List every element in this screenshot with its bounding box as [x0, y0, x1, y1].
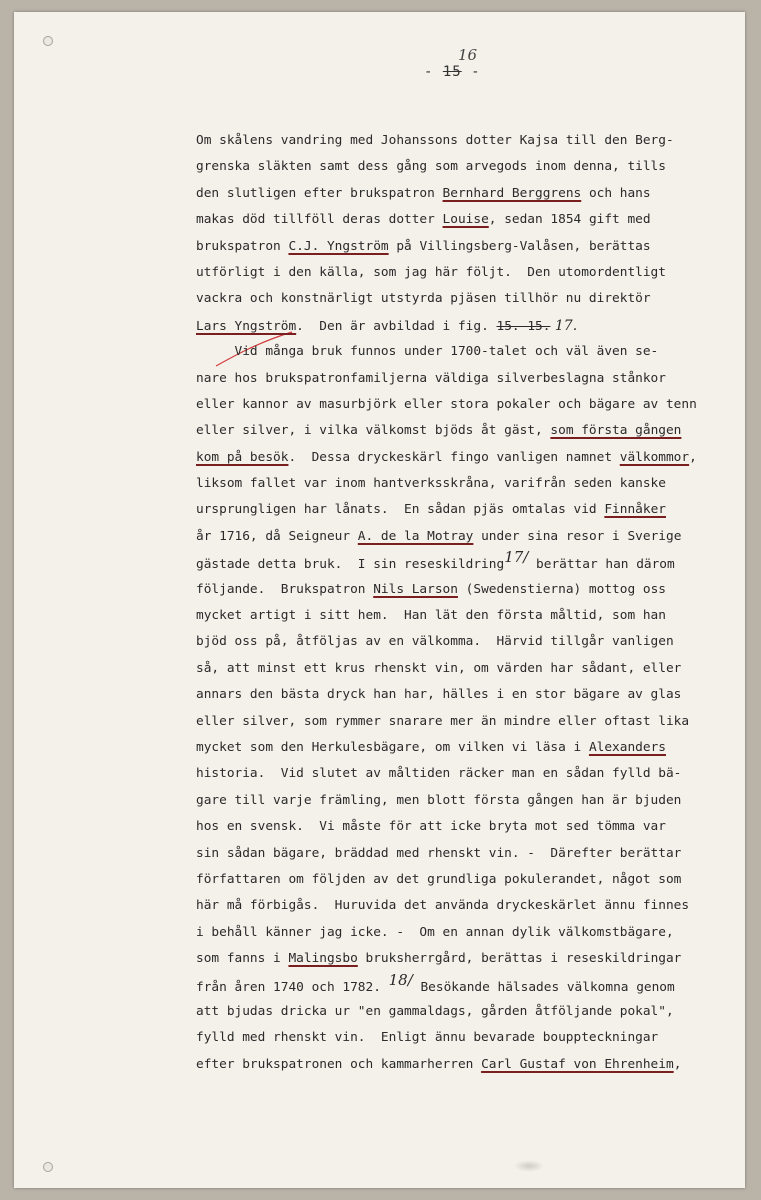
text-line: [196, 788, 751, 814]
text-line: [196, 656, 751, 682]
text-run: eller kannor av masurbjörk eller stora pokaler och bägare av tenn: [196, 396, 697, 412]
text-line: [196, 445, 751, 471]
text-run: efter brukspatronen och kammarherren: [196, 1056, 482, 1072]
text-line: [196, 181, 751, 207]
text-run: Om skålens vandring med Johanssons dotter Kajsa till den Berg-: [196, 133, 674, 148]
handwritten-page-number: 16: [458, 46, 478, 64]
text-run: vackra och konstnärligt utstyrda pjäsen tillhör nu direktör: [196, 291, 651, 307]
text-line: [196, 497, 751, 523]
struck-text: 15. 15.: [496, 318, 551, 334]
text-line: [196, 524, 751, 550]
text-run: bruksherrgård, berättas i reseskildringar: [357, 951, 682, 967]
text-run: och hans: [581, 185, 651, 201]
text-run: i behåll känner jag icke. - Om en annan dylik välkomstbägare,: [196, 924, 674, 940]
text-line: [196, 893, 751, 919]
text-line: [196, 999, 751, 1025]
text-line: [196, 761, 751, 787]
text-line: [196, 946, 751, 972]
text-line: [196, 550, 751, 576]
text-line: [196, 392, 751, 418]
smudge: [514, 1160, 544, 1172]
text-run: utförligt i den källa, som jag här följt. Den utomordentligt: [196, 264, 666, 280]
text-line: [196, 841, 751, 867]
text-run: mycket som den Herkulesbägare, om vilken vi läsa i: [196, 739, 589, 755]
text-line: [196, 920, 751, 946]
text-line: [196, 1025, 751, 1051]
underlined-name: Finnåker: [604, 502, 666, 518]
text-run: här må förbigås. Huruvida det använda dryckeskärlet ännu finnes: [196, 898, 690, 914]
underlined-name: kom på besök: [196, 449, 289, 465]
underlined-name: Malingsbo: [288, 951, 358, 967]
typed-page-number: - 15 -: [424, 64, 481, 80]
text-line: [196, 471, 751, 497]
text-run: ,: [689, 449, 697, 465]
text-run: från åren 1740 och 1782.: [196, 979, 389, 995]
text-line: [196, 814, 751, 840]
text-line: [196, 234, 751, 260]
text-line: [196, 128, 751, 154]
text-line: [196, 970, 751, 999]
text-run: år 1716, då Seigneur: [196, 528, 358, 544]
footnote-reference: 18/: [388, 970, 413, 989]
text-line: [196, 577, 751, 603]
text-line: [196, 867, 751, 893]
text-line: [196, 366, 751, 392]
text-run: den slutligen efter brukspatron: [196, 185, 443, 201]
text-run: annars den bästa dryck han har, hälles i en stor bägare av glas: [196, 687, 682, 703]
struck-page-number: 15: [442, 64, 462, 80]
text-run: brukspatron: [196, 238, 289, 254]
text-line: [196, 709, 751, 735]
underlined-name: Nils Larson: [373, 581, 458, 597]
text-run: följande. Brukspatron: [196, 581, 374, 597]
text-run: gare till varje främling, men blott första gången han är bjuden: [196, 792, 682, 808]
text-run: . Dessa dryckeskärl fingo vanligen namnet: [288, 449, 620, 465]
text-line: [196, 682, 751, 708]
text-run: som fanns i: [196, 951, 289, 967]
text-run: berättar han därom: [528, 557, 675, 573]
text-run: grenska släkten samt dess gång som arvegods inom denna, tills: [196, 159, 666, 175]
underlined-name: Bernhard Berggrens: [442, 185, 582, 201]
text-line: [196, 1052, 751, 1078]
text-run: , sedan 1854 gift med: [488, 212, 651, 228]
text-line: [196, 339, 751, 365]
text-run: gästade detta bruk. I sin reseskildring: [196, 557, 505, 573]
underlined-name: välkommor: [619, 449, 690, 465]
text-run: sin sådan bägare, bräddad med rhenskt vin. - Därefter berättar: [196, 845, 682, 861]
underlined-name: Alexanders: [588, 739, 666, 755]
text-run: ,: [673, 1056, 682, 1072]
underlined-name: Carl Gustaf von Ehrenheim: [481, 1056, 674, 1072]
underlined-name: C.J. Yngström: [288, 238, 389, 254]
text-run: hos en svensk. Vi måste för att icke bryta mot sed tömma var: [196, 819, 666, 835]
document-page: [14, 12, 745, 1188]
text-run: makas död tillföll deras dotter: [196, 212, 443, 228]
text-run: . Den är avbildad i fig.: [296, 318, 497, 334]
punch-hole: [43, 36, 53, 46]
text-run: liksom fallet var inom hantverksskråna, varifrån seden kanske: [196, 476, 666, 492]
underlined-name: som första gången: [550, 423, 682, 439]
text-line: [196, 418, 751, 444]
text-run: mycket artigt i sitt hem. Han lät den första måltid, som han: [196, 608, 666, 624]
text-run: under sina resor i Sverige: [473, 528, 682, 544]
underlined-name: Lars Yngström: [196, 318, 297, 334]
text-line: [196, 313, 751, 339]
text-line: [196, 735, 751, 761]
underlined-name: Louise: [442, 212, 489, 228]
text-run: historia. Vid slutet av måltiden räcker man en sådan fylld bä-: [196, 766, 682, 782]
text-run: fylld med rhenskt vin. Enligt ännu bevarade bouppteckningar: [196, 1030, 659, 1046]
text-run: Vid många bruk funnos under 1700-talet och väl även se-: [196, 344, 659, 360]
text-line: [196, 603, 751, 629]
text-run: eller silver, i vilka välkomst bjöds åt gäst,: [196, 423, 551, 439]
text-run: Besökande hälsades välkomna genom: [412, 979, 675, 995]
punch-hole: [43, 1162, 53, 1172]
underlined-name: A. de la Motray: [357, 528, 474, 544]
text-run: ursprungligen har lånats. En sådan pjäs omtalas vid: [196, 502, 605, 518]
text-line: [196, 286, 751, 312]
footnote-reference: 17/: [504, 548, 529, 567]
text-run: nare hos brukspatronfamiljerna väldiga silverbeslagna stånkor: [196, 370, 666, 386]
text-run: eller silver, som rymmer snarare mer än mindre eller oftast lika: [196, 713, 690, 729]
text-line: [196, 154, 751, 180]
text-run: (Swedenstierna) mottog oss: [457, 581, 666, 597]
text-run: på Villingsberg-Valåsen, berättas: [388, 238, 651, 254]
text-line: [196, 629, 751, 655]
text-run: författaren om följden av det grundliga pokulerandet, något som: [196, 871, 682, 887]
text-line: [196, 207, 751, 233]
text-run: att bjudas dricka ur "en gammaldags, gården åtföljande pokal",: [196, 1003, 674, 1019]
text-run: bjöd oss på, åtföljas av en välkomma. Härvid tillgår vanligen: [196, 634, 674, 650]
handwritten-correction: 17.: [550, 317, 578, 334]
text-run: så, att minst ett krus rhenskt vin, om värden har sådant, eller: [196, 660, 682, 676]
body-text: [196, 128, 751, 1078]
text-line: [196, 260, 751, 286]
